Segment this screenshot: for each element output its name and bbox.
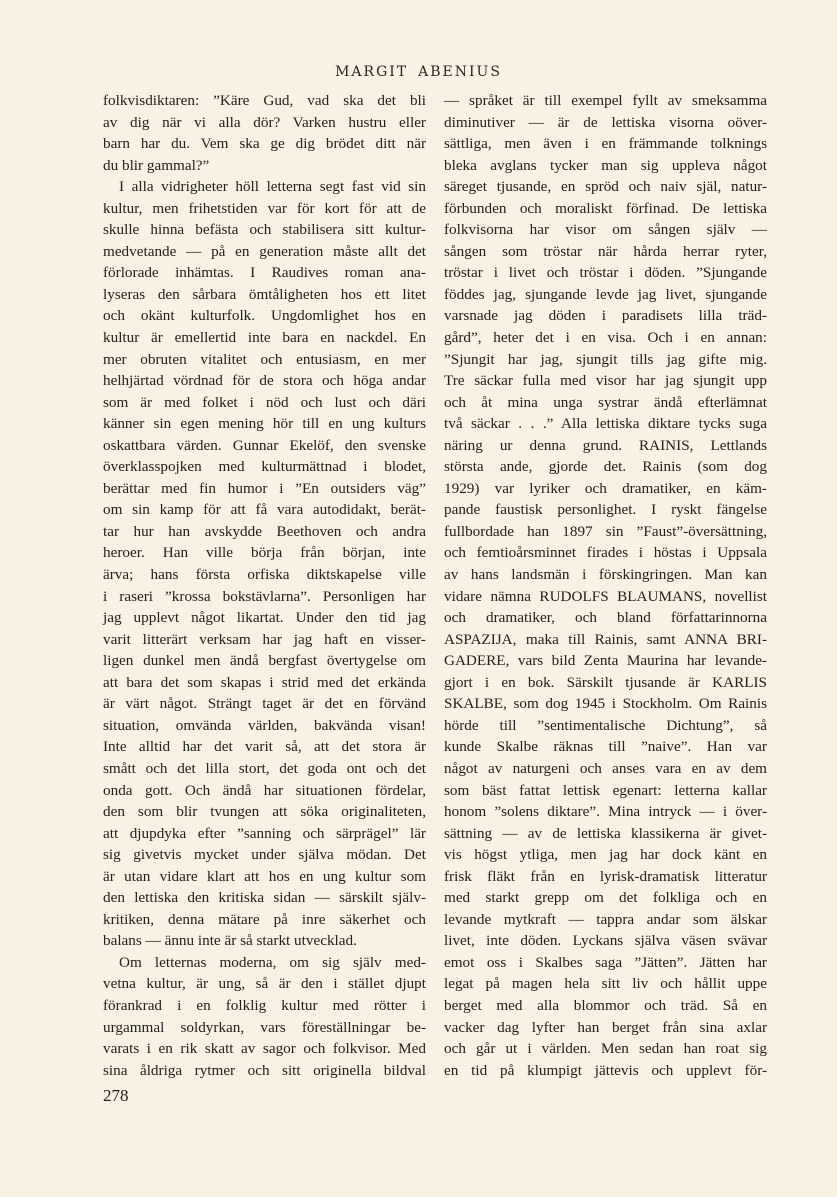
text-line: att djupdyka efter ”sanning och särprägel” lär bbox=[103, 824, 426, 842]
text-line: och går ut i världen. Men sedan han roat sig bbox=[444, 1040, 767, 1058]
text-line: tar hur han avskydde Beethoven och andra bbox=[103, 522, 426, 540]
text-line: mer obruten vitalitet och entusiasm, en mer bbox=[103, 350, 426, 368]
text-line: sina åldriga rytmer och sitt originella bildval bbox=[103, 1061, 426, 1079]
text-line: jag upplevt något likartat. Under den tid jag bbox=[103, 609, 426, 627]
running-header bbox=[0, 64, 837, 80]
text-line: ärva; hans första orfiska diktskapelse ville bbox=[103, 566, 426, 584]
text-line: förlorade inhämtas. I Raudives roman ana- bbox=[103, 264, 426, 282]
right-text-column bbox=[444, 90, 767, 1081]
text-line: legat på magen hela sitt liv och hållit uppe bbox=[444, 975, 767, 993]
text-line: honom ”solens diktare”. Mina intryck — i över- bbox=[444, 803, 767, 821]
text-line: livet, inte döden. Lyckans själva väsen svävar bbox=[444, 932, 767, 950]
left-text-column bbox=[103, 90, 426, 1081]
text-line: vacker dag lyfter han berget från sina axlar bbox=[444, 1018, 767, 1036]
text-line: som är med folket i nöd och lust och däri bbox=[103, 393, 426, 411]
text-line: situation, omvända världen, bakvända visan! bbox=[103, 716, 426, 734]
text-line: gjort i en bok. Särskilt tjusande är KARLIS bbox=[444, 673, 767, 691]
text-line: barn har du. Vem ska ge dig brödet ditt när bbox=[103, 135, 426, 153]
text-line: största ande, gjorde det. Rainis (som dog bbox=[444, 458, 767, 476]
text-line: emot oss i Skalbes saga ”Jätten”. Jätten har bbox=[444, 953, 767, 971]
text-line: Om letternas moderna, om sig själv med- bbox=[119, 953, 426, 971]
text-line: SKALBE, som dog 1945 i Stockholm. Om Rainis bbox=[444, 695, 767, 713]
text-line: sången som tröstar när hårda herrar ryter, bbox=[444, 242, 767, 260]
text-line: känner sin egen mening hör till en ung kulturs bbox=[103, 415, 426, 433]
text-line: som bäst fattat lettisk egenart: letterna kallar bbox=[444, 781, 767, 799]
text-line: levande mytkraft — tappra andar som älskar bbox=[444, 910, 767, 928]
text-line: är värt något. Strängt taget är det en förvänd bbox=[103, 695, 426, 713]
header-author-last: ABENIUS bbox=[418, 64, 502, 80]
text-line: medvetande — på en generation måste allt det bbox=[103, 242, 426, 260]
text-line: och okänt kulturfolk. Ungdomlighet hos en bbox=[103, 307, 426, 325]
text-line: Inte alltid har det varit så, att det stora är bbox=[103, 738, 426, 756]
text-line: förbunden och moraliskt förfinad. De lettiska bbox=[444, 199, 767, 217]
text-line: säreget tjusande, en spröd och naiv själ, natur- bbox=[444, 178, 767, 196]
text-line: överklasspojken med kulturmättnad i blodet, bbox=[103, 458, 426, 476]
text-line: av dig när vi alla dör? Varken hustru eller bbox=[103, 113, 426, 131]
text-line: sig givetvis mycket under själva mödan. Det bbox=[103, 846, 426, 864]
text-line: lyseras den sårbara ömtåligheten hos ett litet bbox=[103, 285, 426, 303]
text-line: kunde Skalbe räknas till ”naive”. Han var bbox=[444, 738, 767, 756]
text-line: vetna kultur, är ung, så är den i stället djupt bbox=[103, 975, 426, 993]
text-line: — språket är till exempel fyllt av smeksamma bbox=[444, 92, 767, 109]
text-line: fullbordade han 1897 sin ”Faust”-översättning, bbox=[444, 522, 767, 540]
text-line: förankrad i en folklig kultur med rötter i bbox=[103, 996, 426, 1014]
text-line: i raseri ”krossa bokstävlarna”. Personligen har bbox=[103, 587, 426, 605]
text-line: du blir gammal?” bbox=[103, 156, 210, 174]
text-line: att bara det som skapas i strid med det erkända bbox=[103, 673, 426, 691]
text-line: om sin kamp för att få vara autodidakt, berät- bbox=[103, 501, 426, 519]
text-line: vidare nämna RUDOLFS BLAUMANS, novellist bbox=[444, 587, 767, 605]
text-line: heroer. Han ville börja från början, inte bbox=[103, 544, 426, 562]
text-line: oskattbara värden. Gunnar Ekelöf, den svenske bbox=[103, 436, 426, 454]
text-line: kultur, men frihetstiden var för kort för att de bbox=[103, 199, 426, 217]
text-line: I alla vidrigheter höll letterna segt fast vid sin bbox=[119, 178, 426, 196]
text-line: sättning — av de lettiska klassikerna är givet- bbox=[444, 824, 767, 842]
text-line: berättar med fin humor i ”En outsiders väg” bbox=[103, 479, 426, 497]
text-line: Tre säckar fulla med visor har jag sjungit upp bbox=[444, 372, 767, 390]
text-line: och åt mina unga systrar ändå efterlämnat bbox=[444, 393, 767, 411]
text-line: diminutiver — är de lettiska visorna oöver- bbox=[444, 113, 767, 131]
text-line: pande faustisk personlighet. I ryskt fängelse bbox=[444, 501, 767, 519]
header-author-first: MARGIT bbox=[335, 64, 409, 80]
text-line: något av naturgeni och anses vara en av dem bbox=[444, 759, 767, 777]
text-line: vis högst ytliga, men jag har dock känt en bbox=[444, 846, 767, 864]
text-line: ”Sjungit har jag, sjungit tills jag gifte mig. bbox=[444, 350, 767, 368]
text-line: 1929) var lyriker och dramatiker, en käm- bbox=[444, 479, 767, 497]
text-line: onda gott. Och ändå har situationen fördelar, bbox=[103, 781, 426, 799]
text-line: den lettiska den kritiska sidan — särskilt själv- bbox=[103, 889, 426, 907]
text-line: kritiken, denna mätare på inre säkerhet och bbox=[103, 910, 426, 928]
text-line: ASPAZIJA, maka till Rainis, samt ANNA BRI- bbox=[444, 630, 767, 648]
text-line: varit litterärt verksam har jag haft en visser- bbox=[103, 630, 426, 648]
text-line: smått och det lilla stort, det goda ont och det bbox=[103, 759, 426, 777]
text-line: med starkt grepp om det folkliga och en bbox=[444, 889, 767, 907]
text-line: ligen dunkel men ändå bergfast övertygelse om bbox=[103, 652, 426, 670]
text-line: hörde till ”sentimentalische Dichtung”, så bbox=[444, 716, 767, 734]
text-line: skulle hinna befästa och stabilisera sitt kultur- bbox=[103, 221, 426, 239]
text-line: berget med alla blommor och träd. Så en bbox=[444, 996, 767, 1014]
text-line: GADERE, vars bild Zenta Maurina har levande- bbox=[444, 652, 767, 670]
text-line: folkvisdiktaren: ”Käre Gud, vad ska det bli bbox=[103, 92, 426, 109]
page-number: 278 bbox=[103, 1086, 129, 1105]
text-line: två säckar . . .” Alla lettiska diktare tycks suga bbox=[444, 415, 767, 433]
text-line: en tid på klumpigt jättevis och upplevt för- bbox=[444, 1061, 767, 1079]
text-line: och dramatiker, och bland författarinnorna bbox=[444, 609, 767, 627]
text-line: och femtioårsminnet firades i höstas i Uppsala bbox=[444, 544, 767, 562]
text-line: näring ur denna grund. RAINIS, Lettlands bbox=[444, 436, 767, 454]
text-line: varats i en rik skatt av sagor och folkvisor. Med bbox=[103, 1040, 426, 1058]
text-line: frisk fläkt från en lyrisk-dramatisk litteratur bbox=[444, 867, 767, 885]
text-line: tröstar i livet och tröstar i döden. ”Sjungande bbox=[444, 264, 767, 282]
text-line: urgammal soldyrkan, vars föreställningar be- bbox=[103, 1018, 426, 1036]
text-line: föddes jag, sjungande levde jag livet, sjungande bbox=[444, 285, 767, 303]
text-line: helhjärtad vördnad för de stora och höga andar bbox=[103, 372, 426, 390]
text-line: balans — ännu inte är så starkt utvecklad. bbox=[103, 932, 357, 950]
text-line: varsnade jag döden i paradisets lilla träd- bbox=[444, 307, 767, 325]
text-line: är utan vidare klart att hos en ung kultur som bbox=[103, 867, 426, 885]
text-line: bleka avglans tycker man sig uppleva något bbox=[444, 156, 767, 174]
text-line: folkvisorna har visor om sången själv — bbox=[444, 221, 767, 239]
text-line: kultur är emellertid inte bara en nackdel. En bbox=[103, 329, 426, 347]
text-line: sättliga, men även i en främmande tolknings bbox=[444, 135, 767, 153]
text-line: gård”, heter det i en visa. Och i en annan: bbox=[444, 329, 767, 347]
text-line: den som blir tvungen att söka originaliteten, bbox=[103, 803, 426, 821]
text-line: av hans landsmän i förskingringen. Man kan bbox=[444, 566, 767, 584]
